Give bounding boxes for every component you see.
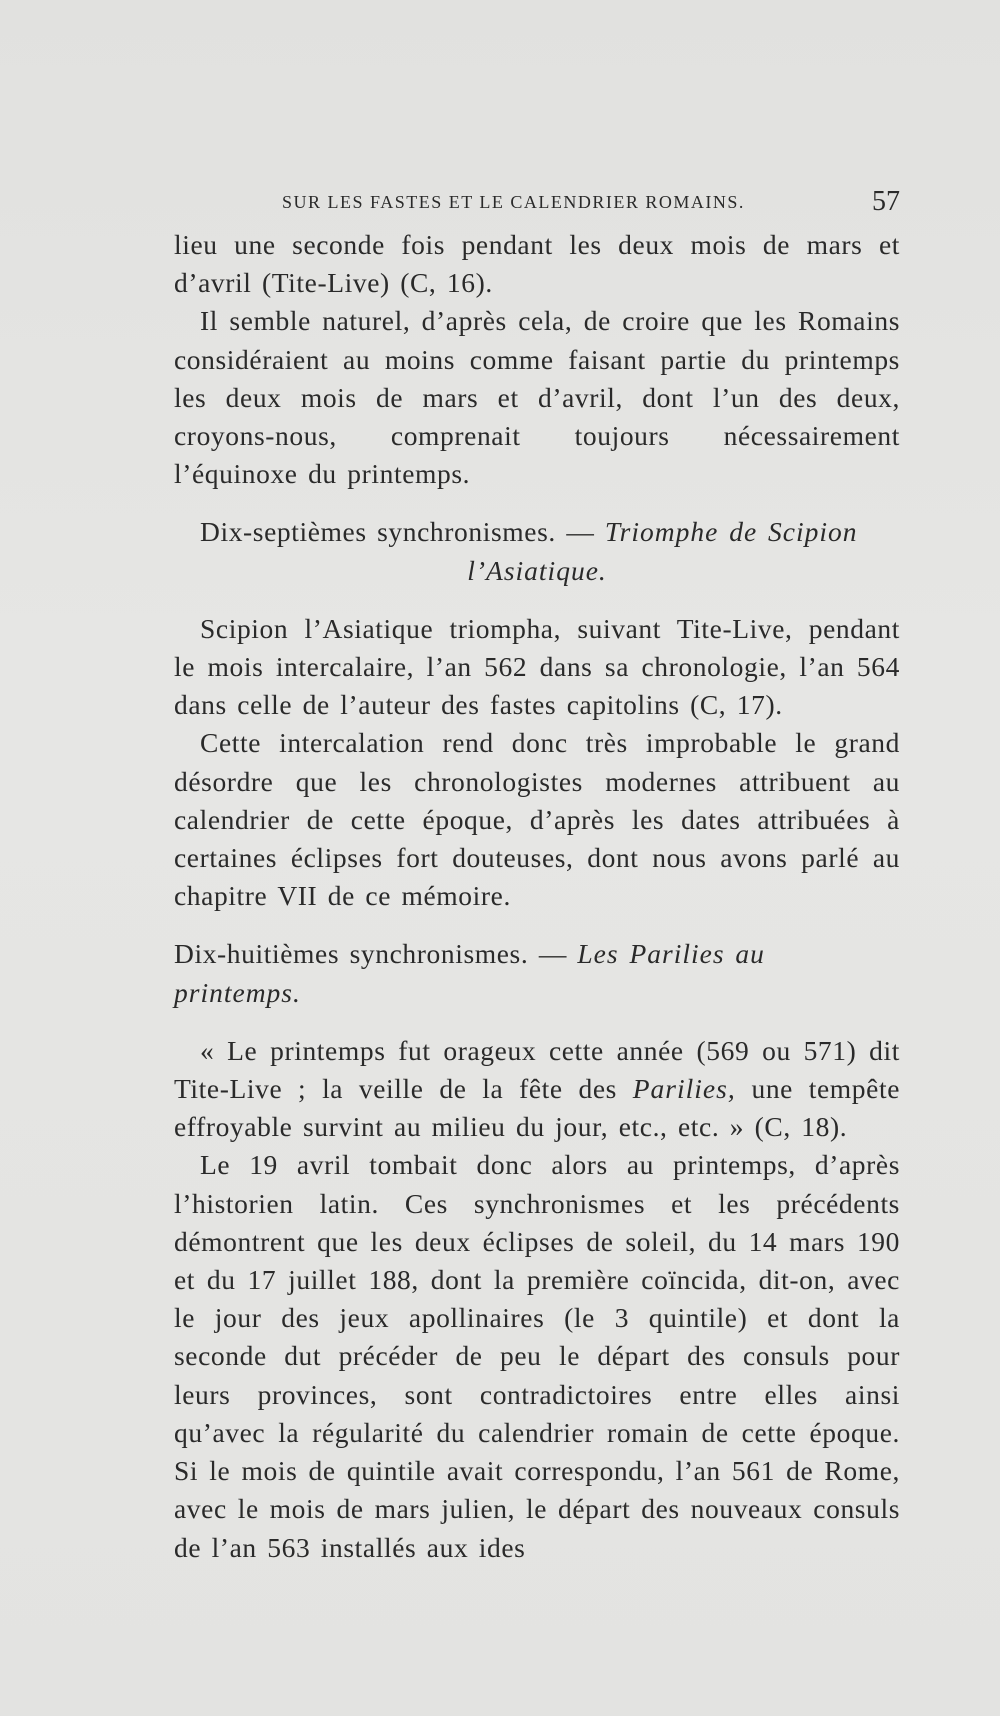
running-head (174, 186, 900, 218)
section-heading-title-cont: l’Asiatique. (467, 554, 607, 586)
quote-text-a: « Le printemps fut orageux cette année (569 ou 571) dit Tite-Live ; la veille de la fête des (174, 1034, 900, 1105)
paragraph: Cette intercalation rend donc très improbable le grand désordre que les chronologistes modernes attribuent au calendrier de cette époque, d’après les dates attribuées à certaines éclipses fort douteuses, dont nous avons parlé au chapitre VII de ce mémoire. (174, 727, 900, 912)
section-heading-label: Dix-septièmes synchronismes. — (200, 516, 605, 548)
section-heading-label: Dix-huitièmes synchronismes. — (174, 938, 578, 970)
section-heading-17 (174, 513, 900, 551)
quote-text-b: une tempête effroyable survint au milieu du jour, etc., etc. » (C, 18). (174, 1073, 901, 1143)
body-text (174, 226, 900, 1567)
paragraph-continued: lieu une seconde fois pendant les deux mois de mars et d’avril (Tite-Live) (C, 16). (174, 229, 900, 299)
section-heading-title: Triomphe de Scipion (604, 516, 858, 548)
paragraph: Le 19 avril tombait donc alors au printemps, d’après l’historien latin. Ces synchronismes et les précédents démontrent que les deux éclipses de soleil, du 14 mars 190 et du 17 juillet 188, dont la première coïncida, dit-on, avec le jour des jeux apollinaires (le 3 quintile) et dont la seconde dut précéder de peu le départ des consuls pour leurs provinces, sont contradictoires entre elles ainsi qu’avec la régularité du calendrier romain de cette époque. Si le mois de quintile avait correspondu, l’an 561 de Rome, avec le mois de mars julien, le départ des nouveaux consuls de l’an 563 installés aux ides (174, 1149, 900, 1563)
section-heading-18 (174, 935, 900, 1011)
page-number: 57 (872, 186, 900, 217)
quote-italic-term: Parilies, (632, 1073, 736, 1105)
running-title: SUR LES FASTES ET LE CALENDRIER ROMAINS. (282, 192, 745, 212)
paragraph: Scipion l’Asiatique triompha, suivant Tite-Live, pendant le mois intercalaire, l’an 562 dans sa chronologie, l’an 564 dans celle de l’auteur des fastes capitolins (C, 17). (174, 612, 900, 721)
paragraph-quote (174, 1032, 900, 1147)
section-heading-17-cont (174, 552, 900, 590)
section-heading-title: Les Parilies au printemps. (174, 938, 765, 1008)
paragraph: Il semble naturel, d’après cela, de croire que les Romains considéraient au moins comme faisant partie du printemps les deux mois de mars et d’avril, dont l’un des deux, croyons-nous, comprenait toujours nécessairement l’équinoxe du printemps. (174, 305, 900, 490)
